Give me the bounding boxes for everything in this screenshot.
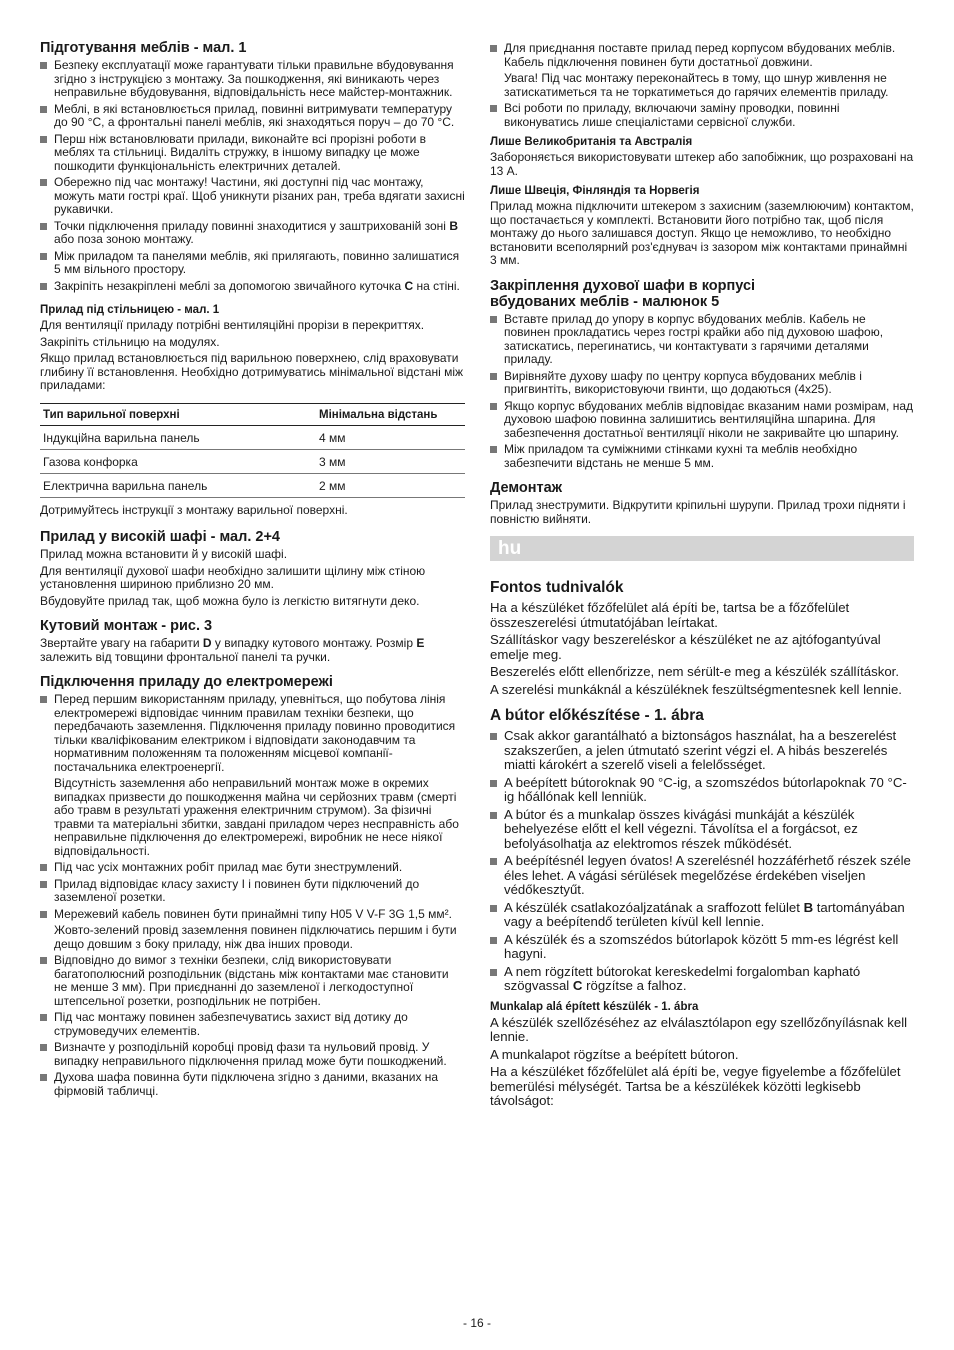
- table-cell: Індукційна варильна панель: [40, 425, 316, 449]
- bullet-list: [490, 313, 914, 471]
- table-cell: Газова конфорка: [40, 449, 316, 473]
- list-item: Відповідно до вимог з техніки безпеки, слід використовувати багатополюсний розподільник (відстань між контактами має становити не менше 3 мм). При приєднанні до заземленої і легкодоступної штепсельної розетки, розподільник не потрібен.: [40, 954, 465, 1008]
- subsection-heading: Лише Швеція, Фінляндія та Норвегія: [490, 185, 700, 197]
- square-bullet-icon: [490, 373, 497, 380]
- page-number: - 16 -: [462, 1316, 491, 1330]
- list-item: Безпеку експлуатації може гарантувати тільки правильне вбудовування згідно з інструкцією з монтажу. За пошкодження, які виникають через неправильне вбудовування, відповідальність несе майстер-монтажник.: [40, 59, 465, 100]
- square-bullet-icon: [40, 283, 47, 290]
- table-cell: 3 мм: [316, 449, 465, 473]
- section-heading: Fontos tudnivalók: [490, 579, 624, 596]
- section-dismantling: [490, 480, 914, 526]
- square-bullet-icon: [490, 812, 497, 819]
- paragraph: A szerelési munkáknál a készüléknek feszültségmentesnek kell lennie.: [490, 681, 902, 697]
- list-item: Обережно під час монтажу! Частини, які доступні під час монтажу, можуть мати гострі краї. Щоб уникнути різаних ран, треба вдягати захисні рукавички.: [40, 176, 465, 217]
- section-heading: Підключення приладу до електромережі: [40, 674, 333, 690]
- list-item: Csak akkor garantálható a biztonságos használat, ha a beszerelést szakszerűen, a jelen útmutató szerint végzi el. A hibás beszerelés miatti károkért a szerelő viseli a felelősséget.: [490, 729, 914, 773]
- bullet-list: [40, 693, 465, 1098]
- section-scandinavia: [490, 184, 914, 268]
- section-uk-australia: [490, 135, 914, 178]
- list-item: A nem rögzített bútorokat kereskedelmi forgalomban kapható szögvassal C rögzítse a falhoz.: [490, 965, 914, 994]
- square-bullet-icon: [40, 179, 47, 186]
- list-item: Меблі, в які встановлюється прилад, повинні витримувати температуру до 90 °C, а фронтальні панелі меблів, які знаходяться поруч – до 70 °C.: [40, 103, 465, 130]
- list-item: Якщо корпус вбудованих меблів відповідає вказаним нами розмірам, над духовою шафою повинна залишитись вентиляційна шпарина. Для забезпечення достатньої вентиляції ніколи не закривайте цю шпарину.: [490, 400, 914, 441]
- square-bullet-icon: [490, 446, 497, 453]
- section-important-notes: [490, 579, 914, 697]
- square-bullet-icon: [490, 403, 497, 410]
- paragraph: Звертайте увагу на габарити D у випадку кутового монтажу. Розмір E залежить від товщини фронтальної панелі та ручки.: [40, 636, 425, 664]
- section-under-worktop: [40, 303, 465, 517]
- section-heading: A bútor előkészítése - 1. ábra: [490, 707, 704, 724]
- square-bullet-icon: [40, 1044, 47, 1051]
- list-item: Прилад відповідає класу захисту I і повинен бути підключений до заземленої розетки.: [40, 878, 465, 905]
- section-corner-mount: [40, 618, 465, 664]
- subsection-heading: Munkalap alá épített készülék - 1. ábra: [490, 1000, 699, 1013]
- paragraph: Ha a készüléket főzőfelület alá építi be, vegye figyelembe a főzőfelület bemerülési mélységét. Tartsa be a készülékek közötti legkisebb távolságot:: [490, 1064, 901, 1108]
- paragraph: Дотримуйтесь інструкції з монтажу варильної поверхні.: [40, 502, 348, 517]
- square-bullet-icon: [40, 864, 47, 871]
- square-bullet-icon: [40, 106, 47, 113]
- list-item: Для приєднання поставте прилад перед корпусом вбудованих меблів. Кабель підключення повинен бути достатньої довжини. Увага! Під час монтажу переконайтесь в тому, що шнур живлення не затискатиметься та не торкатиметься до гарячих елементів приладу.: [490, 42, 914, 99]
- square-bullet-icon: [40, 62, 47, 69]
- hungarian-section: [490, 579, 914, 1109]
- paragraph: Прилад знеструмити. Відкрутити кріпильні шурупи. Прилад трохи підняти і повністю вийняти.: [490, 498, 906, 526]
- paragraph: Прилад можна встановити й у високій шафі.: [40, 547, 288, 561]
- language-code: hu: [498, 538, 522, 559]
- section-heading: Підготування меблів - мал. 1: [40, 40, 247, 56]
- paragraph: A készülék szellőzéséhez az elválasztólapon egy szellőzőnyílásnak kell lennie.: [490, 1014, 908, 1044]
- section-electrical-connection: [40, 674, 465, 1098]
- list-item: Всі роботи по приладу, включаючи заміну проводки, повинні виконуватись лише спеціалістами сервісної служби.: [490, 102, 914, 129]
- paragraph: Для вентиляції приладу потрібні вентиляційні прорізи в перекриттях.: [40, 318, 425, 332]
- section-heading: Демонтаж: [490, 480, 562, 496]
- list-item: Визначте у розподільній коробці провід фази та нульовий провід. У випадку неправильного підключення прилад може бути пошкоджений.: [40, 1041, 465, 1068]
- square-bullet-icon: [490, 937, 497, 944]
- section-hu-under-worktop: [490, 1000, 914, 1109]
- section-heading: Кутовий монтаж - рис. 3: [40, 618, 213, 634]
- square-bullet-icon: [490, 316, 497, 323]
- table-row: [40, 425, 465, 449]
- section-tall-cabinet: [40, 529, 465, 608]
- paragraph: Забороняється використовувати штекер або запобіжник, що розраховані на 13 А.: [490, 150, 914, 178]
- square-bullet-icon: [40, 1014, 47, 1021]
- paragraph: Прилад можна підключити штекером з захисним (заземлюючим) контактом, що постачається у комплекті. Встановити його потрібно так, щоб після монтажу до нього залишався доступ. Якщо це неможливо, то необхідно встановити всеполярний роз'єднувач із зазором між контактами принаймні 3 мм.: [490, 199, 914, 267]
- section-heading: Закріплення духової шафи в корпусі вбудованих меблів - малюнок 5: [490, 277, 756, 310]
- section-oven-fixing: [490, 278, 914, 471]
- square-bullet-icon: [490, 858, 497, 865]
- section-heading: Прилад у високій шафі - мал. 2+4: [40, 529, 280, 545]
- square-bullet-icon: [490, 105, 497, 112]
- paragraph: Закріпіть стільницю на модулях.: [40, 334, 220, 349]
- list-item: Вирівняйте духову шафу по центру корпуса вбудованих меблів і пригвинтіть, використовуючи гвинти, що додаються (4x25).: [490, 370, 914, 397]
- list-item: Під час усіх монтажних робіт прилад має бути знеструмлений.: [40, 861, 465, 875]
- square-bullet-icon: [40, 911, 47, 918]
- language-banner: [490, 536, 914, 561]
- list-item: Перш ніж встановлювати прилади, виконайте всі прорізні роботи в меблях та стільниці. Видаліть стружку, в іншому випадку це може пошкодити функціональність електричних деталей.: [40, 133, 465, 174]
- square-bullet-icon: [40, 253, 47, 260]
- list-item: A készülék csatlakozóaljzatának a sraffozott felület B tartományában vagy a beépítendő területen kívül kell lennie.: [490, 901, 914, 930]
- square-bullet-icon: [490, 905, 497, 912]
- table-cell: 4 мм: [316, 425, 465, 449]
- square-bullet-icon: [40, 881, 47, 888]
- list-item: Між приладом та суміжними стінками кухні та меблів необхідно забезпечити відстань не менше 5 мм.: [490, 443, 914, 470]
- list-item: Між приладом та панелями меблів, які прилягають, повинно залишатися 5 мм вільного простору.: [40, 250, 465, 277]
- square-bullet-icon: [40, 696, 47, 703]
- paragraph: Для вентиляції духової шафи необхідно залишити щілину між стіною установлення шириною приблизно 20 мм.: [40, 563, 426, 591]
- list-item: Духова шафа повинна бути підключена згідно з даними, вказаних на фірмовій табличці.: [40, 1071, 465, 1098]
- list-item: A készülék és a szomszédos bútorlapok között 5 mm-es légrést kell hagyni.: [490, 933, 914, 962]
- square-bullet-icon: [490, 45, 497, 52]
- right-column: [490, 42, 914, 1112]
- paragraph: A munkalapot rögzítse a beépített bútoron.: [490, 1046, 739, 1062]
- column-header: Мінімальна відстань: [316, 403, 465, 425]
- table-row: [40, 473, 465, 497]
- subsection-heading: Прилад під стільницею - мал. 1: [40, 304, 220, 316]
- left-column: [40, 40, 465, 1102]
- list-item: Точки підключення приладу повинні знаходитися у заштрихованій зоні B або поза зоною монтажу.: [40, 220, 465, 247]
- column-header: Тип варильної поверхні: [40, 403, 316, 425]
- paragraph: Szállításkor vagy beszereléskor a készüléket ne az ajtófogantyúval emelje meg.: [490, 632, 881, 662]
- section-furniture-prep: [40, 40, 465, 293]
- section-hu-furniture-prep: [490, 707, 914, 994]
- list-item: Мережевий кабель повинен бути принаймні типу H05 V V-F 3G 1,5 мм². Жовто-зелений провід заземлення повинен підключатись першим і бути дещо довшим з боку приладу, ніж два інших проводи.: [40, 908, 465, 952]
- square-bullet-icon: [40, 136, 47, 143]
- list-item: A beépített bútoroknak 90 °C-ig, a szomszédos bútorlapoknak 70 °C-ig hőállónak kell lenniük.: [490, 776, 914, 805]
- table-cell: Електрична варильна панель: [40, 473, 316, 497]
- square-bullet-icon: [490, 780, 497, 787]
- paragraph: Вбудовуйте прилад так, щоб можна було із легкістю витягнути деко.: [40, 593, 420, 608]
- list-item: A beépítésnél legyen óvatos! A szerelésnél hozzáférhető részek széle éles lehet. A vágási sérülések megelőzése érdekében viseljen védőkesztyűt.: [490, 854, 914, 898]
- paragraph: Beszerelés előtt ellenőrizze, nem sérült-e meg a készülék szállításkor.: [490, 664, 899, 679]
- min-distance-table: [40, 403, 465, 498]
- bullet-list: [40, 59, 465, 293]
- table-cell: 2 мм: [316, 473, 465, 497]
- table-row: [40, 449, 465, 473]
- list-item: Вставте прилад до упору в корпус вбудованих меблів. Кабель не повинен прокладатись через гострі крайки або під духовою шафою, затискатись, перегинатись, чи контактувати з гарячими деталями приладу.: [490, 313, 914, 367]
- square-bullet-icon: [490, 733, 497, 740]
- list-item: Закріпіть незакріплені меблі за допомогою звичайного куточка C на стіні.: [40, 280, 465, 294]
- square-bullet-icon: [490, 969, 497, 976]
- paragraph: Якщо прилад встановлюється під варильною поверхнею, слід враховувати глибину її встановлення. Необхідно дотримуватись мінімальної відстані між приладами:: [40, 351, 464, 392]
- bullet-list: [490, 42, 914, 129]
- list-item: Під час монтажу повинен забезпечуватись захист від дотику до струмоведучих елементів.: [40, 1011, 465, 1038]
- bullet-list: [490, 729, 914, 994]
- table-header-row: [40, 403, 465, 425]
- square-bullet-icon: [40, 223, 47, 230]
- subsection-heading: Лише Великобританія та Австралія: [490, 136, 693, 148]
- list-item: A bútor és a munkalap összes kivágási munkáját a készülék behelyezése előtt el kell végezni. Távolítsa el a forgácsot, ez befolyásolhatja az elektromos részek működését.: [490, 808, 914, 852]
- list-item: Перед першим використанням приладу, упевніться, що побутова лінія електромережі відповідає чинним правилам техніки безпеки, що передбачають заземлення. Підключення приладу повинно проводитися тільки кваліфікованим електриком і відповідати законодавчим та нормативним положенням та положенням місцевої компанії-постачальника електроенергії. Відсутність заземлення або неправильний монтаж може в окремих випадках призвести до пошкодження майна чи серйозних травм (смерті або травм в результаті ураження електричним струмом). За фізичні травми та матеріальні збитки, завдані приладом через несправність або неправильне підключення до електромережі, виробник не несе ніякої відповідальності.: [40, 693, 465, 858]
- square-bullet-icon: [40, 957, 47, 964]
- square-bullet-icon: [40, 1074, 47, 1081]
- paragraph: Ha a készüléket főzőfelület alá építi be, tartsa be a főzőfelület összeszerelési útmutatójában leírtakat.: [490, 600, 850, 630]
